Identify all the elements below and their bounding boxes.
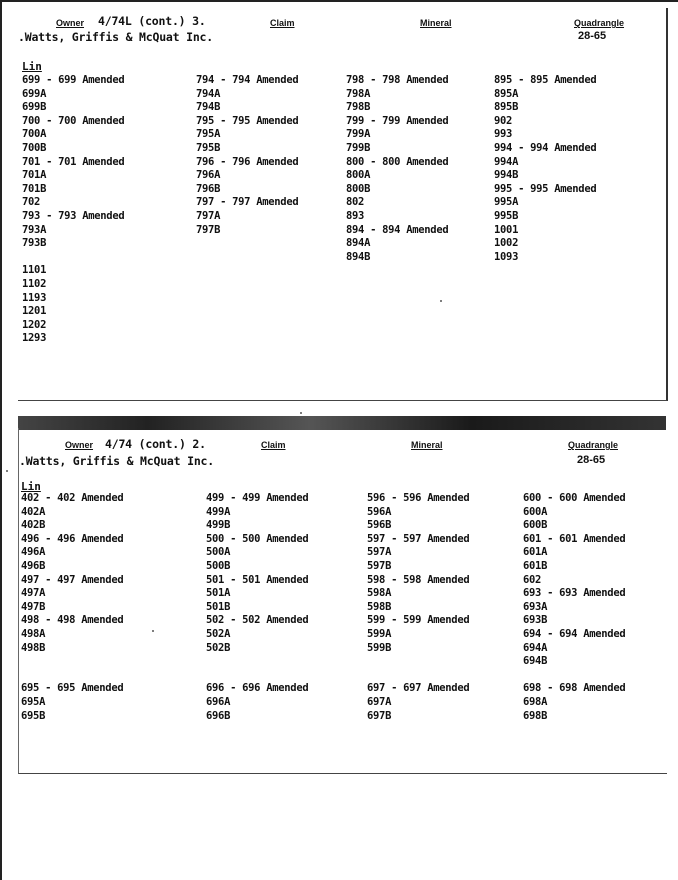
claim-entry: 697 - 697 Amended bbox=[367, 682, 470, 695]
claim-entry: 498B bbox=[21, 641, 46, 654]
claim-entry: 695B bbox=[21, 709, 46, 722]
claims-column-2 bbox=[206, 492, 308, 723]
claim-entry: 696A bbox=[206, 695, 231, 708]
claim-entry: 600 - 600 Amended bbox=[523, 492, 626, 504]
claim-entry: 800 - 800 Amended bbox=[346, 155, 449, 168]
claim-entry: 496B bbox=[21, 559, 46, 572]
claim-entry: 693B bbox=[523, 614, 548, 627]
claim-entry: 796 - 796 Amended bbox=[196, 155, 299, 168]
claim-entry: 694 - 694 Amended bbox=[523, 627, 626, 640]
claim-entry: 598A bbox=[367, 587, 392, 600]
claim-entry: 497 - 497 Amended bbox=[21, 573, 124, 586]
claim-entry: 1201 bbox=[22, 305, 47, 318]
index-card-bottom bbox=[18, 428, 667, 774]
claim-entry: 700B bbox=[22, 141, 47, 154]
claim-entry: 596A bbox=[367, 505, 392, 518]
claim-entry: 1093 bbox=[494, 250, 519, 263]
claim-entry: 796A bbox=[196, 169, 221, 182]
claim-entry: 695A bbox=[21, 695, 46, 708]
claim-gap bbox=[367, 669, 469, 683]
claim-entry: 496 - 496 Amended bbox=[21, 532, 124, 545]
claim-entry: 795 - 795 Amended bbox=[196, 114, 299, 127]
owner-reference: 4/74L (cont.) 3. bbox=[98, 14, 206, 28]
claim-entry: 696B bbox=[206, 709, 231, 722]
claim-entry: 798 - 798 Amended bbox=[346, 74, 449, 86]
claim-entry: 597 - 597 Amended bbox=[367, 532, 470, 545]
claim-entry: 794B bbox=[196, 101, 221, 114]
claim-entry: 894A bbox=[346, 237, 371, 250]
claim-label: Claim bbox=[270, 18, 295, 28]
claims-column-4 bbox=[523, 492, 625, 723]
claim-entry: 993 bbox=[494, 128, 513, 141]
claim-entry: 497A bbox=[21, 587, 46, 600]
claim-label: Claim bbox=[261, 440, 286, 450]
claim-entry: 498 - 498 Amended bbox=[21, 614, 124, 627]
claim-entry: 701B bbox=[22, 182, 47, 195]
claim-entry: 502B bbox=[206, 641, 231, 654]
claim-entry: 1102 bbox=[22, 277, 47, 290]
claim-entry: 701 - 701 Amended bbox=[22, 155, 125, 168]
claim-entry: 797 - 797 Amended bbox=[196, 196, 299, 209]
claim-gap bbox=[206, 655, 308, 669]
claim-entry: 695 - 695 Amended bbox=[21, 682, 124, 695]
claim-entry: 1193 bbox=[22, 291, 47, 304]
claim-entry: 699A bbox=[22, 87, 47, 100]
claim-entry: 797A bbox=[196, 209, 221, 222]
claim-entry: 598B bbox=[367, 600, 392, 613]
company-name: .Watts, Griffis & McQuat Inc. bbox=[18, 30, 213, 44]
index-card-top bbox=[18, 8, 668, 401]
company-name: .Watts, Griffis & McQuat Inc. bbox=[19, 454, 214, 468]
claim-entry: 795B bbox=[196, 141, 221, 154]
mineral-label: Mineral bbox=[411, 440, 443, 450]
claim-entry: 498A bbox=[21, 627, 46, 640]
claim-entry: 1101 bbox=[22, 264, 47, 277]
claim-entry: 499B bbox=[206, 519, 231, 532]
claim-entry: 894B bbox=[346, 250, 371, 263]
scan-speck bbox=[440, 300, 442, 302]
claim-entry: 794A bbox=[196, 87, 221, 100]
lin-label: Lin bbox=[22, 60, 42, 73]
claim-gap bbox=[367, 655, 469, 669]
scan-speck bbox=[6, 470, 8, 472]
claims-column-3 bbox=[346, 74, 448, 264]
claim-entry: 700A bbox=[22, 128, 47, 141]
claim-entry: 599A bbox=[367, 627, 392, 640]
claim-entry: 502A bbox=[206, 627, 231, 640]
claim-entry: 697A bbox=[367, 695, 392, 708]
claim-entry: 596 - 596 Amended bbox=[367, 492, 470, 504]
claim-gap bbox=[21, 655, 123, 669]
quadrangle-label: Quadrangle bbox=[568, 440, 619, 450]
claim-entry: 799B bbox=[346, 141, 371, 154]
claim-entry: 601B bbox=[523, 559, 548, 572]
claim-entry: 1001 bbox=[494, 223, 519, 236]
claim-entry: 893 bbox=[346, 209, 365, 222]
owner-reference: 4/74 (cont.) 2. bbox=[105, 437, 206, 451]
claim-entry: 600A bbox=[523, 505, 548, 518]
claim-entry: 402A bbox=[21, 505, 46, 518]
claim-gap bbox=[206, 669, 308, 683]
claim-entry: 895 - 895 Amended bbox=[494, 74, 597, 86]
claim-entry: 995 - 995 Amended bbox=[494, 182, 597, 195]
claims-column-4 bbox=[494, 74, 596, 264]
claim-entry: 500A bbox=[206, 546, 231, 559]
claim-entry: 795A bbox=[196, 128, 221, 141]
claim-entry: 699B bbox=[22, 101, 47, 114]
lin-label: Lin bbox=[21, 480, 41, 493]
claim-entry: 995A bbox=[494, 196, 519, 209]
claim-entry: 800A bbox=[346, 169, 371, 182]
claim-entry: 599 - 599 Amended bbox=[367, 614, 470, 627]
claim-entry: 497B bbox=[21, 600, 46, 613]
claim-entry: 895A bbox=[494, 87, 519, 100]
claim-entry: 699 - 699 Amended bbox=[22, 74, 125, 86]
claim-entry: 802 bbox=[346, 196, 365, 209]
claim-entry: 500 - 500 Amended bbox=[206, 532, 309, 545]
claim-entry: 599B bbox=[367, 641, 392, 654]
claim-entry: 700 - 700 Amended bbox=[22, 114, 125, 127]
claim-entry: 502 - 502 Amended bbox=[206, 614, 309, 627]
claims-column-3 bbox=[367, 492, 469, 723]
claims-column-2 bbox=[196, 74, 298, 237]
claim-entry: 499A bbox=[206, 505, 231, 518]
claim-entry: 500B bbox=[206, 559, 231, 572]
claim-entry: 693A bbox=[523, 600, 548, 613]
owner-label: Owner bbox=[56, 18, 85, 28]
claim-entry: 794 - 794 Amended bbox=[196, 74, 299, 86]
claim-entry: 402 - 402 Amended bbox=[21, 492, 124, 504]
claim-entry: 702 bbox=[22, 196, 41, 209]
scan-speck bbox=[152, 630, 154, 632]
claim-entry: 598 - 598 Amended bbox=[367, 573, 470, 586]
claim-entry: 793A bbox=[22, 223, 47, 236]
claim-entry: 698B bbox=[523, 709, 548, 722]
claim-entry: 501B bbox=[206, 600, 231, 613]
claim-entry: 596B bbox=[367, 519, 392, 532]
claim-entry: 600B bbox=[523, 519, 548, 532]
quadrangle-value: 28-65 bbox=[577, 454, 606, 466]
claim-entry: 995B bbox=[494, 209, 519, 222]
claim-entry: 402B bbox=[21, 519, 46, 532]
claim-entry: 597B bbox=[367, 559, 392, 572]
claim-entry: 902 bbox=[494, 114, 513, 127]
claim-entry: 1002 bbox=[494, 237, 519, 250]
claim-entry: 799A bbox=[346, 128, 371, 141]
claim-entry: 597A bbox=[367, 546, 392, 559]
claim-entry: 797B bbox=[196, 223, 221, 236]
claim-entry: 800B bbox=[346, 182, 371, 195]
claim-entry: 894 - 894 Amended bbox=[346, 223, 449, 236]
claim-entry: 501 - 501 Amended bbox=[206, 573, 309, 586]
claim-entry: 798B bbox=[346, 101, 371, 114]
claim-entry: 793 - 793 Amended bbox=[22, 209, 125, 222]
claim-entry: 798A bbox=[346, 87, 371, 100]
claim-entry: 895B bbox=[494, 101, 519, 114]
claim-entry: 1293 bbox=[22, 332, 47, 345]
claim-gap bbox=[21, 669, 123, 683]
claims-column-1 bbox=[21, 492, 123, 723]
claim-entry: 696 - 696 Amended bbox=[206, 682, 309, 695]
claim-entry: 601A bbox=[523, 546, 548, 559]
claim-entry: 701A bbox=[22, 169, 47, 182]
claim-entry: 693 - 693 Amended bbox=[523, 587, 626, 600]
claim-entry: 501A bbox=[206, 587, 231, 600]
claim-entry: 697B bbox=[367, 709, 392, 722]
claim-entry: 796B bbox=[196, 182, 221, 195]
quadrangle-value: 28-65 bbox=[578, 30, 607, 42]
claim-entry: 994B bbox=[494, 169, 519, 182]
claim-entry: 994A bbox=[494, 155, 519, 168]
owner-label: Owner bbox=[65, 440, 94, 450]
claim-entry: 793B bbox=[22, 237, 47, 250]
claim-entry: 799 - 799 Amended bbox=[346, 114, 449, 127]
claim-entry: 496A bbox=[21, 546, 46, 559]
claim-gap bbox=[22, 251, 124, 265]
claim-entry: 698 - 698 Amended bbox=[523, 682, 626, 695]
claim-entry: 694B bbox=[523, 655, 548, 668]
quadrangle-label: Quadrangle bbox=[574, 18, 625, 28]
claim-entry: 994 - 994 Amended bbox=[494, 141, 597, 154]
scan-speck bbox=[300, 412, 302, 414]
claim-entry: 698A bbox=[523, 695, 548, 708]
claim-entry: 1202 bbox=[22, 318, 47, 331]
claim-gap bbox=[523, 669, 625, 683]
claims-column-1 bbox=[22, 74, 124, 346]
claim-entry: 602 bbox=[523, 573, 542, 586]
claim-entry: 694A bbox=[523, 641, 548, 654]
claim-entry: 601 - 601 Amended bbox=[523, 532, 626, 545]
mineral-label: Mineral bbox=[420, 18, 452, 28]
claim-entry: 499 - 499 Amended bbox=[206, 492, 309, 504]
